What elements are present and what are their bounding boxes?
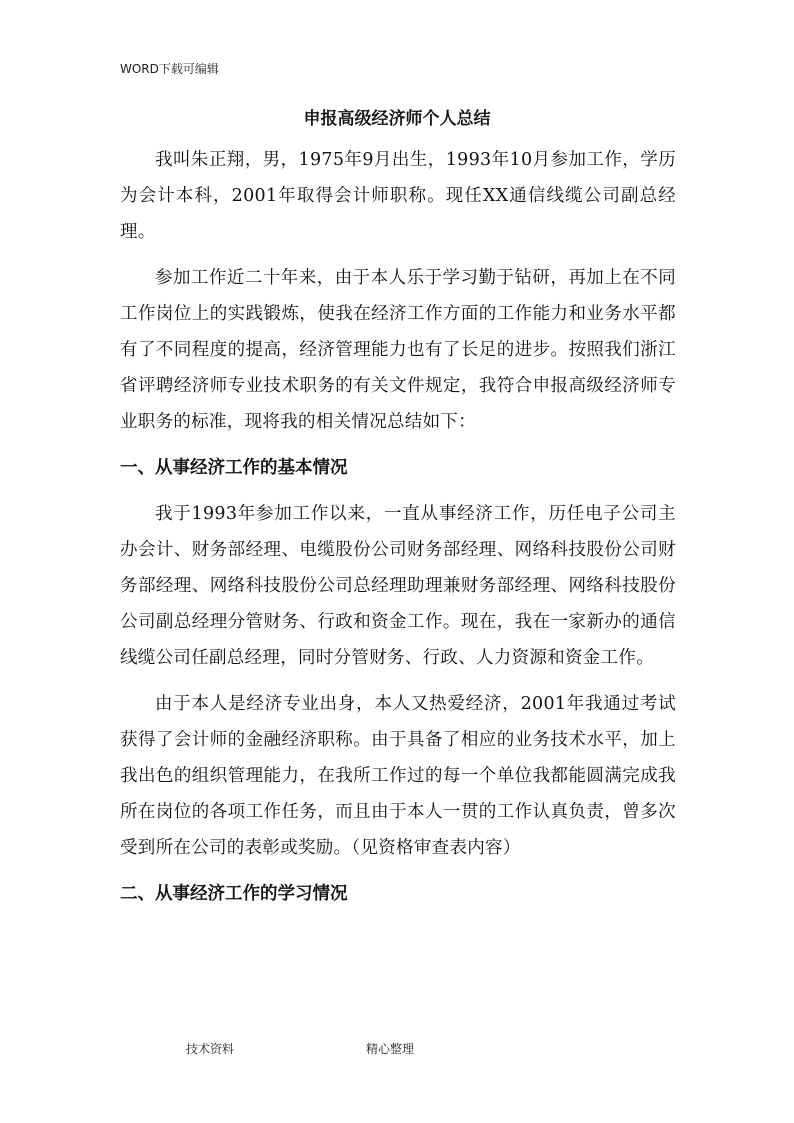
paragraph-intro: 我叫朱正翔，男，1975年9月出生，1993年10月参加工作，学历为会计本科，2001年取得会计师职称。现任XX通信线缆公司副总经理。: [120, 150, 676, 242]
document-title: 申报高级经济师个人总结: [303, 109, 491, 129]
section-2-heading: 二、从事经济工作的学习情况: [120, 884, 348, 904]
footer-left-text: 技术资料: [186, 1042, 235, 1056]
section-1-heading: 一、从事经济工作的基本情况: [120, 458, 348, 478]
header-note: WORD下载可编辑: [120, 62, 219, 76]
footer-right-text: 精心整理: [366, 1042, 415, 1056]
section-1-paragraph-2: 由于本人是经济专业出身，本人又热爱经济，2001年我通过考试获得了会计师的金融经济职称。由于具备了相应的业务技术水平，加上我出色的组织管理能力，在我所工作过的每一个单位我都能圆满完成我所在岗位的各项工作任务，而且由于本人一贯的工作认真负责，曾多次受到所在公司的表彰或奖励。（见资格审查表内容）: [120, 694, 676, 858]
document-body: [120, 142, 676, 922]
paragraph-overview: 参加工作近二十年来，由于本人乐于学习勤于钻研，再加上在不同工作岗位上的实践锻炼，使我在经济工作方面的工作能力和业务水平都有了不同程度的提高，经济管理能力也有了长足的进步。按照我们浙江省评聘经济师专业技术职务的有关文件规定，我符合申报高级经济师专业职务的标准，现将我的相关情况总结如下：: [120, 268, 676, 432]
section-1-paragraph-1: 我于1993年参加工作以来，一直从事经济工作，历任电子公司主办会计、财务部经理、电缆股份公司财务部经理、网络科技股份公司财务部经理、网络科技股份公司总经理助理兼财务部经理、网络科技股份公司副总经理分管财务、行政和资金工作。现在，我在一家新办的通信线缆公司任副总经理，同时分管财务、行政、人力资源和资金工作。: [120, 504, 676, 668]
